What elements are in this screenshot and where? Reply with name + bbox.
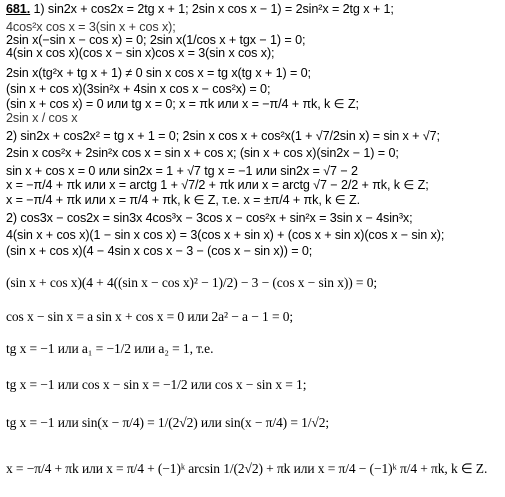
- line-15: 4(sin x + cos x)(1 − sin x cos x) = 3(cos x + sin x) + (cos x + sin x)(cos x − sin x);: [6, 228, 445, 242]
- line-5: 2sin x(tg²x + tg x + 1) ≠ 0 sin x cos x = tg x(tg x + 1) = 0;: [6, 66, 311, 80]
- line-17: (sin x + cos x)(4 + 4((sin x − cos x)² − 1)/2) − 3 − (cos x − sin x)) = 0;: [6, 276, 378, 290]
- line-7: (sin x + cos x) = 0 или tg x = 0; x = πk или x = −π/4 + πk, k ∈ Z;: [6, 97, 359, 111]
- line-2: 4cos²x cos x = 3(sin x + cos x);: [6, 20, 176, 34]
- line-3: 2sin x(−sin x − cos x) = 0; 2sin x(1/cos x + tgx − 1) = 0;: [6, 33, 306, 47]
- line-19: tg x = −1 или a₁ = −1/2 или a₂ = 1, т.е.: [6, 342, 214, 356]
- line-11: sin x + cos x = 0 или sin2x = 1 + √7 tg x = −1 или sin2x = √7 − 2: [6, 164, 358, 178]
- line-8: 2sin x / cos x: [6, 111, 78, 125]
- line-13: x = −π/4 + πk или x = π/4 + πk, k ∈ Z, т.е. x = ±π/4 + πk, k ∈ Z.: [6, 193, 361, 207]
- line-10: 2sin x cos²x + 2sin²x cos x = sin x + cos x; (sin x + cos x)(sin2x − 1) = 0;: [6, 146, 399, 160]
- line-20: tg x = −1 или cos x − sin x = −1/2 или cos x − sin x = 1;: [6, 378, 307, 392]
- line-21: tg x = −1 или sin(x − π/4) = 1/(2√2) или sin(x − π/4) = 1/√2;: [6, 416, 330, 430]
- line-1-text: 1) sin2x + cos2x = 2tg x + 1; 2sin x cos x − 1) = 2sin²x = 2tg x + 1;: [33, 2, 394, 16]
- line-6: (sin x + cos x)(3sin²x + 4sin x cos x − cos²x) = 0;: [6, 82, 271, 96]
- line-14: 2) cos3x − cos2x = sin3x 4cos³x − 3cos x − cos²x + sin²x = 3sin x − 4sin³x;: [6, 211, 413, 225]
- line-9: 2) sin2x + cos2x² = tg x + 1 = 0; 2sin x cos x + cos²x(1 + √7/2sin x) = sin x + √7;: [6, 129, 440, 143]
- line-1: [6, 2, 501, 16]
- line-22: x = −π/4 + πk или x = π/4 + (−1)ᵏ arcsin 1/(2√2) + πk или x = π/4 − (−1)ᵏ π/4 + πk, k ∈ Z.: [6, 462, 488, 476]
- line-12: x = −π/4 + πk или x = arctg 1 + √7/2 + πk или x = arctg √7 − 2/2 + πk, k ∈ Z;: [6, 178, 429, 192]
- problem-number: 681.: [6, 2, 31, 16]
- line-18: cos x − sin x = a sin x + cos x = 0 или 2a² − a − 1 = 0;: [6, 310, 294, 324]
- line-16: (sin x + cos x)(4 − 4sin x cos x − 3 − (cos x − sin x)) = 0;: [6, 244, 313, 258]
- line-4: 4(sin x cos x)(cos x − sin x)cos x = 3(sin x cos x);: [6, 46, 275, 60]
